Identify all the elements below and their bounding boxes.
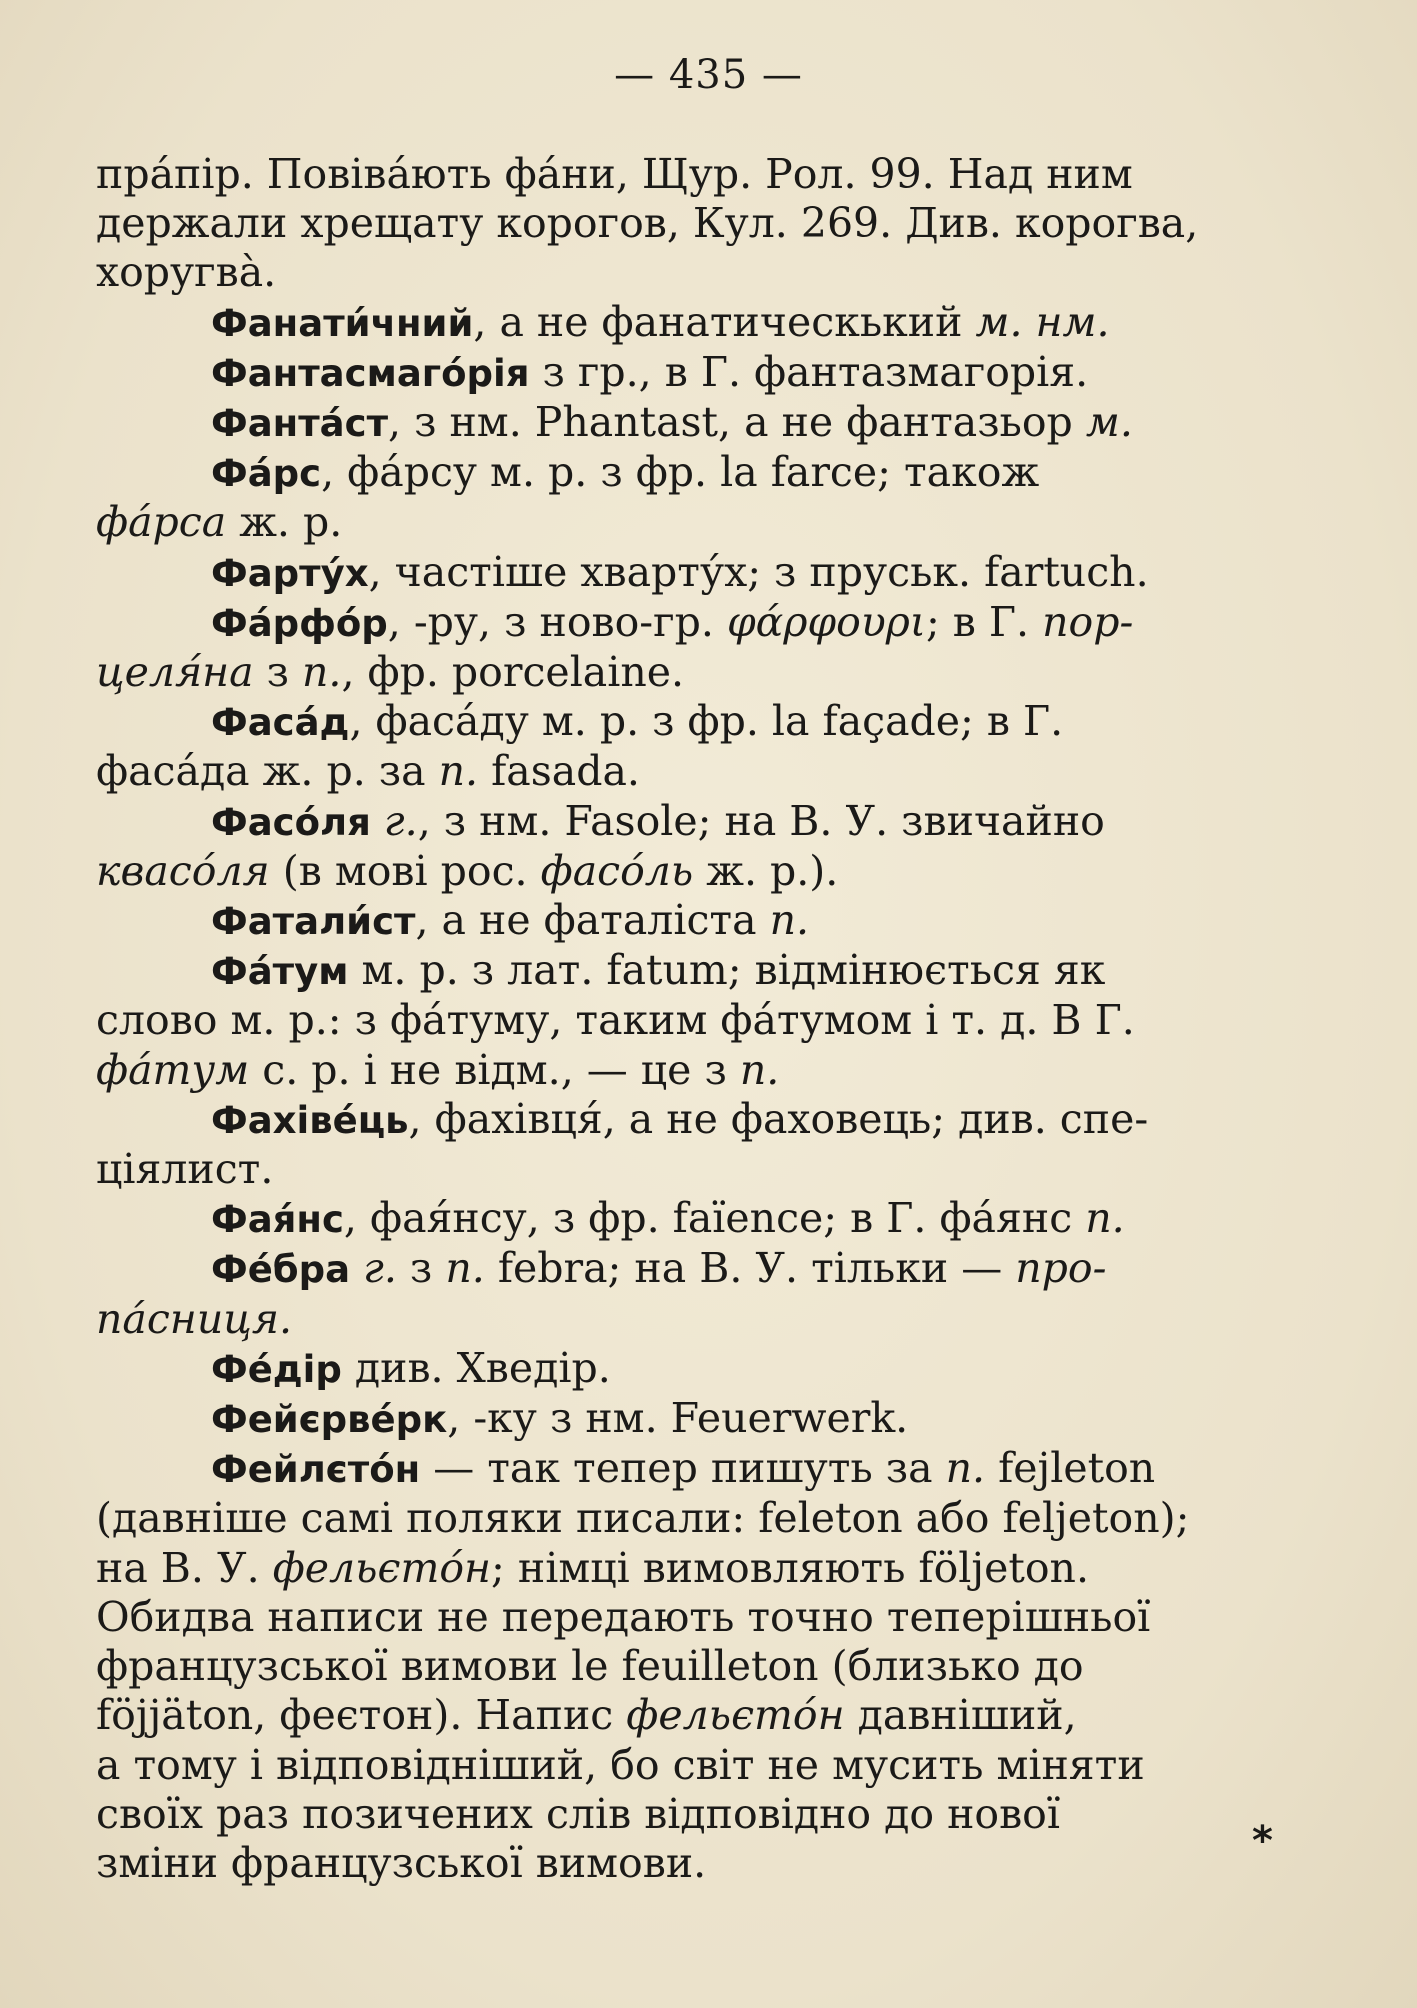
- line-text: пра́пір. Повіва́ють фа́ни, Щур. Рол. 99. Над ним: [96, 150, 1133, 198]
- text-line: [96, 1691, 1311, 1740]
- line-text: ж. р.: [226, 498, 343, 547]
- line-text: — так тепер пишуть за: [420, 1444, 946, 1493]
- line-text: ціялист.: [96, 1145, 274, 1194]
- line-text: ж. р.).: [693, 846, 839, 895]
- line-text: французської вимови le feuilleton (близько до: [96, 1642, 1084, 1691]
- text-line: [96, 150, 1311, 199]
- line-text: а тому і відповідніший, бо світ не мусить міняти: [96, 1740, 1145, 1789]
- line-text: [371, 797, 384, 845]
- headword: Фа́рс: [211, 452, 322, 496]
- text-line: [96, 648, 1311, 697]
- italic-text: г.: [363, 1244, 397, 1293]
- text-line: [96, 498, 1311, 547]
- line-text: , -ку з нм. Feuerwerk.: [447, 1394, 909, 1443]
- italic-text: п.: [945, 1444, 986, 1493]
- line-text: , фа́рсу м. р. з фр. la farce; також: [321, 448, 1040, 497]
- text-line: [96, 199, 1311, 248]
- line-text: хоругва̀.: [96, 248, 277, 297]
- line-text: див. Хведір.: [341, 1343, 611, 1392]
- italic-text: фельєто́н: [272, 1543, 492, 1592]
- line-text: , частіше хварту́х; з пруськ. fartuch.: [368, 547, 1149, 596]
- text-line: [96, 1444, 1311, 1494]
- line-text: зміни французської вимови.: [96, 1838, 707, 1887]
- line-text: ; в Г.: [925, 597, 1043, 646]
- line-text: Обидва написи не передають точно теперішньої: [96, 1592, 1151, 1641]
- text-line: [96, 1642, 1311, 1691]
- italic-text: п.: [302, 648, 342, 697]
- text-line: [96, 448, 1311, 498]
- line-text: держали хрещату корогов, Кул. 269. Див. корогва,: [96, 199, 1199, 248]
- headword: Фая́нс: [211, 1198, 344, 1242]
- line-text: з: [396, 1244, 446, 1293]
- text-line: [96, 697, 1311, 747]
- line-text: , а не фанатическький: [473, 297, 976, 346]
- text-line: [96, 747, 1311, 796]
- italic-text: п.: [739, 1045, 780, 1094]
- line-text: на В. У.: [96, 1543, 273, 1592]
- line-text: , -ру, з ново-гр.: [387, 597, 727, 646]
- headword: Фаса́д: [211, 701, 350, 745]
- text-line: [96, 348, 1311, 398]
- line-text: (давніше самі поляки писали: feleton або feljeton);: [96, 1494, 1190, 1543]
- page-number: — 435 —: [614, 52, 803, 98]
- italic-text: про-: [1015, 1244, 1107, 1293]
- headword: Фахіве́ць: [211, 1098, 409, 1142]
- text-line: [96, 847, 1311, 896]
- italic-text: п.: [445, 1244, 485, 1293]
- line-text: , фая́нсу, з фр. faïence; в Г. фа́янс: [343, 1194, 1086, 1243]
- italic-text: па́сниця.: [96, 1294, 293, 1343]
- text-line: [96, 598, 1311, 648]
- headword: Фарту́х: [211, 551, 369, 595]
- italic-text: фасо́ль: [540, 846, 694, 895]
- line-text: слово м. р.: з фа́туму, таким фа́тумом і т. д. В Г.: [96, 996, 1135, 1045]
- text-line: [96, 1046, 1311, 1095]
- headword: Фанати́чний: [211, 301, 474, 345]
- line-text: , з нм. Phantast, а не фантазьор: [388, 398, 1086, 447]
- text-line: [96, 1244, 1311, 1294]
- italic-text: г.: [383, 796, 418, 845]
- headword: Фа́рфо́р: [211, 601, 388, 645]
- line-text: м. р. з лат. fatum; відмінюється як: [348, 946, 1106, 995]
- text-line: [96, 1394, 1311, 1444]
- line-text: давніший,: [844, 1691, 1077, 1740]
- text-line: [96, 1790, 1311, 1839]
- text-line: [96, 1194, 1311, 1244]
- line-text: , фаса́ду м. р. з фр. la façade; в Г.: [349, 697, 1064, 746]
- italic-text: п.: [1085, 1194, 1125, 1243]
- text-line: [96, 1344, 1311, 1394]
- italic-text: м.: [1085, 398, 1133, 447]
- line-text: febra; на В. У. тільки —: [484, 1244, 1016, 1293]
- line-text: , фахівця́, а не фаховець; див. спе-: [408, 1094, 1149, 1143]
- italic-text: пор-: [1042, 597, 1134, 646]
- line-text: , а не фаталіста: [415, 896, 770, 945]
- italic-text: целя́на: [96, 648, 254, 697]
- headword: Фантасмаго́рія: [211, 351, 530, 395]
- line-text: föjjäton, феєтон). Напис: [96, 1691, 627, 1740]
- line-text: , з нм. Fasole; на В. У. звичайно: [417, 796, 1105, 845]
- dictionary-entries: [96, 150, 1311, 1888]
- text-line: [96, 797, 1311, 847]
- line-text: с. р. і не відм., — це з: [249, 1045, 740, 1094]
- headword: Фа́тум: [211, 950, 349, 994]
- line-text: фаса́да ж. р. за: [96, 747, 439, 796]
- italic-text: φάρφουρι: [726, 597, 926, 646]
- footer-asterisk: *: [1252, 1818, 1273, 1864]
- line-text: з: [253, 648, 303, 697]
- line-text: fasada.: [478, 747, 640, 796]
- text-line: [96, 1295, 1311, 1344]
- headword: Фе́дір: [211, 1347, 342, 1391]
- text-line: [96, 1741, 1311, 1790]
- text-line: [96, 946, 1311, 996]
- text-line: [96, 398, 1311, 448]
- headword: Фейєрве́рк: [211, 1398, 448, 1442]
- text-line: [96, 1593, 1311, 1642]
- text-line: [96, 548, 1311, 598]
- italic-text: п.: [438, 747, 479, 796]
- text-line: [96, 1145, 1311, 1194]
- headword: Фатали́ст: [211, 900, 416, 944]
- text-line: [96, 1095, 1311, 1145]
- text-line: [96, 996, 1311, 1045]
- italic-text: фельєто́н: [626, 1691, 845, 1740]
- italic-text: п.: [769, 896, 810, 945]
- line-text: ; німці вимовляють följeton.: [491, 1543, 1089, 1592]
- line-text: [350, 1244, 363, 1292]
- headword: Фейлєто́н: [211, 1448, 421, 1492]
- text-line: [96, 248, 1311, 297]
- line-text: fejleton: [985, 1444, 1156, 1493]
- text-line: [96, 298, 1311, 348]
- italic-text: м. нм.: [975, 297, 1110, 346]
- headword: Фе́бра: [211, 1248, 351, 1292]
- text-line: [96, 896, 1311, 946]
- headword: Фасо́ля: [211, 800, 371, 844]
- line-text: (в мові рос.: [269, 846, 541, 895]
- text-line: [96, 1494, 1311, 1543]
- italic-text: квасо́ля: [96, 846, 270, 895]
- italic-text: фа́тум: [96, 1045, 250, 1094]
- line-text: своїх раз позичених слів відповідно до нової: [96, 1789, 1060, 1838]
- italic-text: фа́рса: [96, 498, 227, 547]
- line-text: з гр., в Г. фантазмагорія.: [529, 347, 1089, 396]
- text-line: [96, 1544, 1311, 1593]
- line-text: , фр. porcelaine.: [341, 648, 685, 697]
- text-line: [96, 1839, 1311, 1888]
- headword: Фанта́ст: [211, 402, 389, 446]
